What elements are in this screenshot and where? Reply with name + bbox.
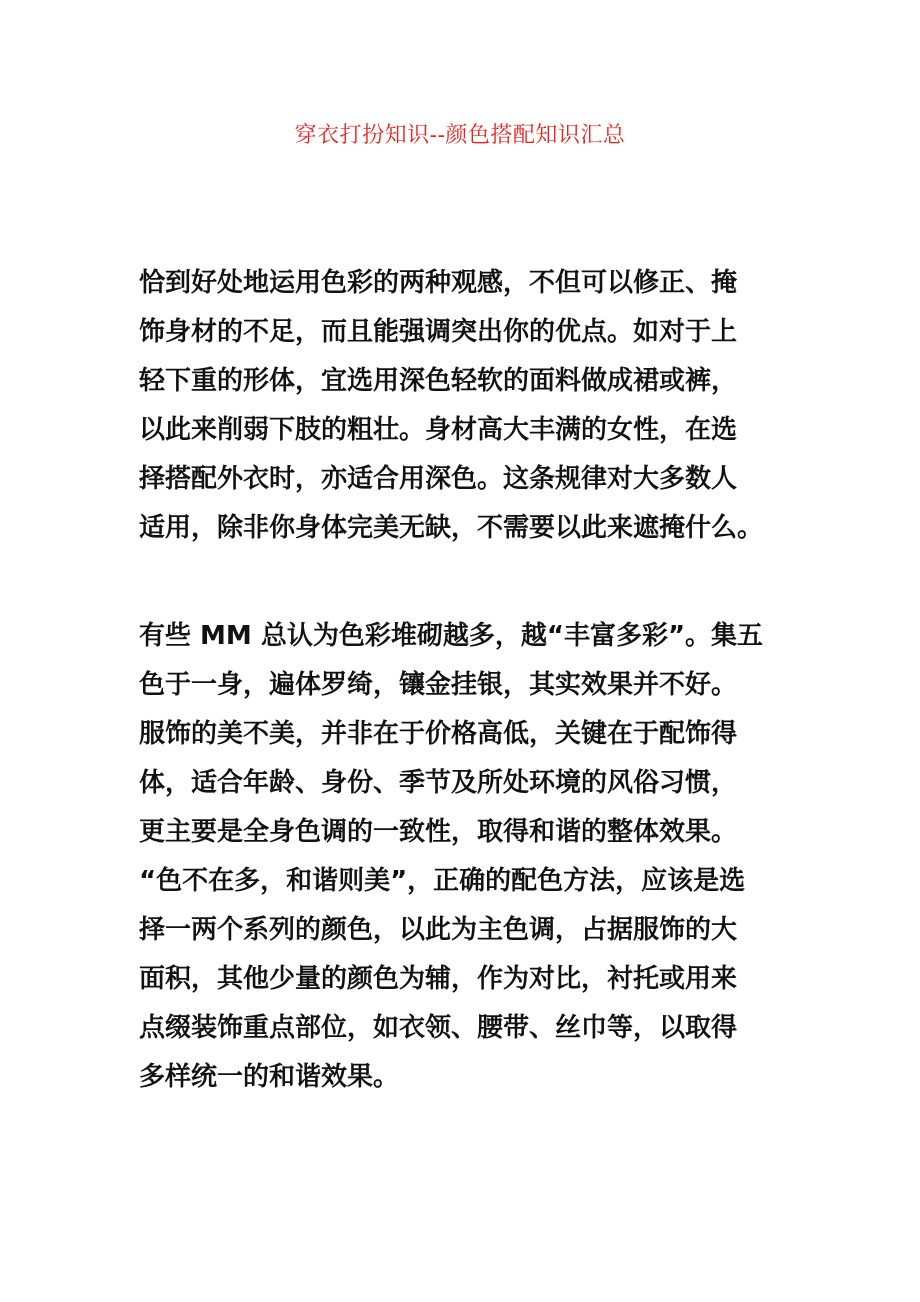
paragraph-1-line-6: 适用，除非你身体完美无缺，不需要以此来遮掩什么。: [139, 513, 764, 543]
paragraph-1-line-4: 以此来削弱下肢的粗壮。身材高大丰满的女性，在选: [139, 415, 738, 445]
paragraph-2-line-9: 点缀装饰重点部位，如衣领、腰带、丝巾等，以取得: [139, 1013, 738, 1043]
paragraph-2-line-4: 体，适合年龄、身份、季节及所处环境的风俗习惯，: [139, 768, 738, 798]
paragraph-1-line-5: 择搭配外衣时，亦适合用深色。这条规律对大多数人: [139, 464, 738, 494]
paragraph-2: [139, 612, 799, 1102]
paragraph-1: [139, 259, 799, 553]
document-title: 穿衣打扮知识--颜色搭配知识汇总: [294, 123, 626, 148]
paragraph-1-line-2: 饰身材的不足，而且能强调突出你的优点。如对于上: [139, 317, 738, 347]
paragraph-2-line-8: 面积，其他少量的颜色为辅，作为对比，衬托或用来: [139, 964, 738, 994]
paragraph-2-line-2: 色于一身，遍体罗绮，镶金挂银，其实效果并不好。: [139, 670, 738, 700]
paragraph-2-line-6: “色不在多，和谐则美”，正确的配色方法，应该是选: [139, 866, 746, 896]
paragraph-2-line-10: 多样统一的和谐效果。: [139, 1062, 400, 1092]
paragraph-2-line-1: 有些 MM 总认为色彩堆砌越多，越“丰富多彩”。集五: [139, 621, 764, 651]
paragraph-1-line-1: 恰到好处地运用色彩的两种观感，不但可以修正、掩: [139, 268, 738, 298]
paragraph-1-line-3: 轻下重的形体，宜选用深色轻软的面料做成裙或裤，: [139, 366, 738, 396]
paragraph-2-line-7: 择一两个系列的颜色，以此为主色调，占据服饰的大: [139, 915, 738, 945]
paragraph-2-line-3: 服饰的美不美，并非在于价格高低，关键在于配饰得: [139, 719, 738, 749]
paragraph-2-line-5: 更主要是全身色调的一致性，取得和谐的整体效果。: [139, 817, 738, 847]
